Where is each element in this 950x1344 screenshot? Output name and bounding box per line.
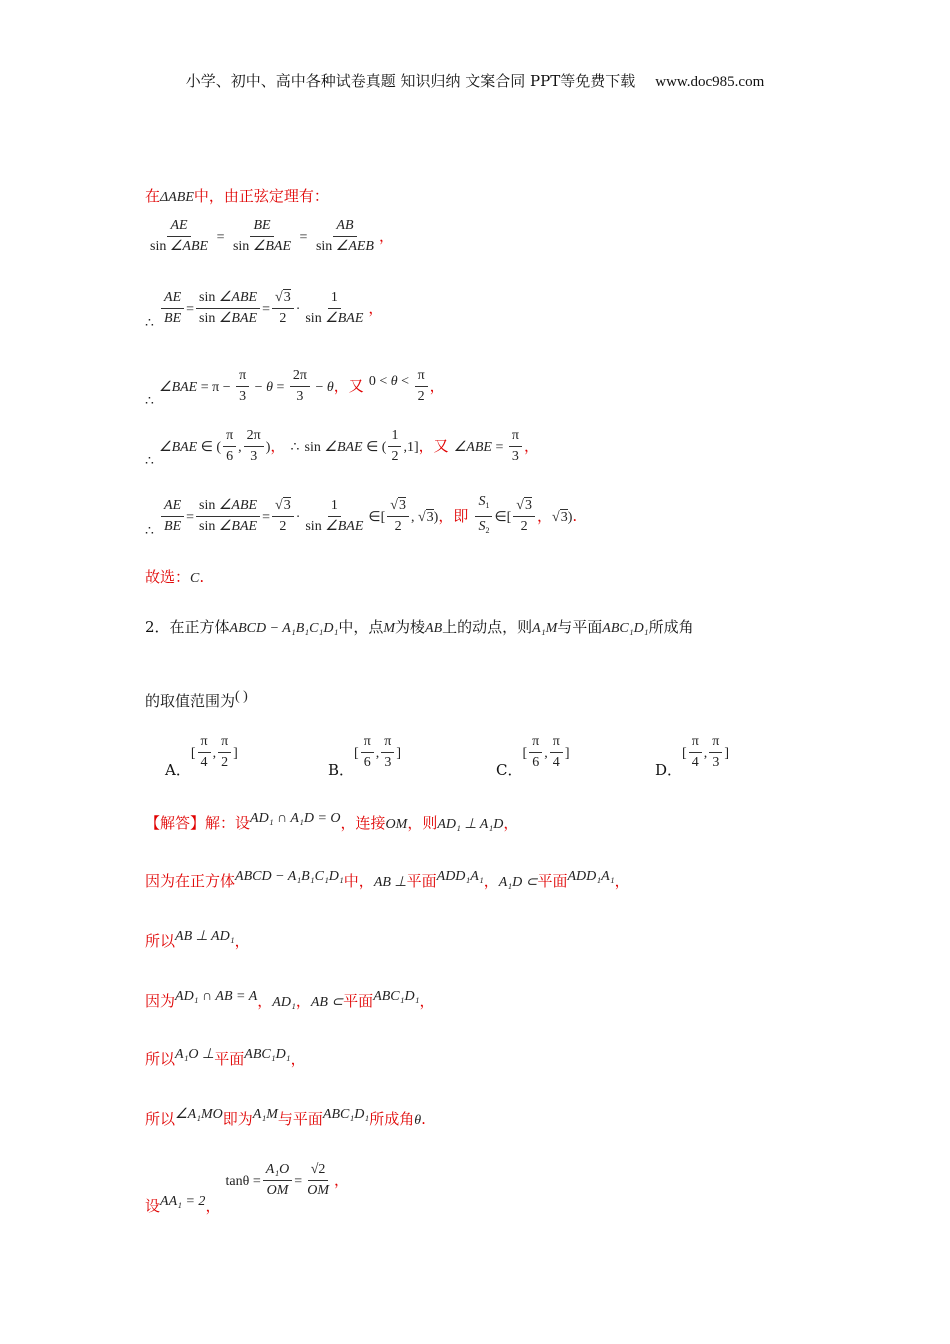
conclusion-line <box>145 566 204 587</box>
conclusion-answer: C <box>190 571 200 586</box>
intro-pre: 在 <box>145 187 161 205</box>
conclusion-pre: 故选： <box>145 568 191 586</box>
option-b[interactable]: B．[ $\frac{\pi}{6}$ , $\frac{\pi}{3}$ ] <box>328 734 402 779</box>
answer-line-2: 因为在正方体ABCD − A₁B₁C₁D₁中，AB ⊥平面ADD₁A₁，A₁D ⊂平面ADD₁A₁， <box>145 869 630 890</box>
intro-triangle: ΔABE <box>160 190 194 205</box>
formula-final-range: ∴ $\frac{AE}{BE}$ = $\frac{\text{sin ∠ABE}}{\text{sin ∠BAE}}$ = $\frac{√3}{2}$ · $\frac{1}{\text{sin ∠BAE}}$ ∈[ $\frac{√3}{2}$ , √3)，即 $\frac{S_1}{S_2}$ ∈[ $\frac{√3}{2}$ ，√3). <box>145 494 578 539</box>
ji-text: ，即 <box>438 507 469 525</box>
intro-post: 中，由正弦定理有： <box>193 187 329 205</box>
header-url: www.doc985.com <box>655 74 765 90</box>
option-c[interactable]: C．[ $\frac{\pi}{6}$ , $\frac{\pi}{4}$ ] <box>496 734 570 779</box>
answer-line-1: 【解答】解：设AD₁ ∩ A₁D = O，连接OM，则AD₁ ⊥ A₁D， <box>145 811 519 832</box>
question-2-line-2: 的取值范围为( ) <box>145 689 248 710</box>
comma: ， <box>368 299 384 317</box>
you-text: ，又 <box>333 377 364 395</box>
answer-line-7: 设AA₁ = 2， tanθ = $\frac{\text{A₁O}}{OM}$ = $\frac{√2}{OM}$ ， <box>145 1162 349 1215</box>
comma: ， <box>270 437 286 455</box>
answer-line-5: 所以A₁O ⊥平面ABC₁D₁， <box>145 1047 306 1068</box>
conclusion-period: . <box>199 568 205 586</box>
intro-line <box>145 185 329 206</box>
question-2-line-1: 2．在正方体ABCD − A₁B₁C₁D₁中，点M为棱AB上的动点，则A₁M与平面ABC₁D₁所成角 <box>145 618 694 636</box>
formula-angle-bae: ∴ ∠BAE = π − $\frac{\pi}{3}$ − θ = $\frac{2\pi}{3}$ − θ，又 0 < θ < $\frac{\pi}{2}$ ， <box>145 368 445 409</box>
option-a[interactable]: A．[ $\frac{\pi}{4}$ , $\frac{\pi}{2}$ ] <box>165 734 238 779</box>
comma: ， <box>379 227 395 245</box>
you-text: ，又 <box>418 437 449 455</box>
answer-line-3: 所以AB ⊥ AD₁， <box>145 929 250 950</box>
header-left-text: 小学、初中、高中各种试卷真题 知识归纳 文案合同 PPT等免费下载 <box>185 72 636 90</box>
formula-range-bae: ∴ ∠BAE ∈ ( $\frac{\pi}{6}$ , $\frac{2\pi}{3}$ )， ∴ sin ∠BAE ∈ ( $\frac{1}{2}$ ,1]，又 ∠ABE = $\frac{\pi}{3}$ ， <box>145 428 539 469</box>
option-d[interactable]: D．[ $\frac{\pi}{4}$ , $\frac{\pi}{3}$ ] <box>655 734 730 779</box>
formula-law-of-sines: $\frac{AE}{\text{sin ∠ABE}}$ = $\frac{BE}{\text{sin ∠BAE}}$ = $\frac{AB}{\text{sin ∠AEB}}$ ， <box>150 218 395 254</box>
page-header <box>0 70 950 91</box>
answer-line-6: 所以∠A₁MO即为A₁M与平面ABC₁D₁所成角θ. <box>145 1107 426 1128</box>
answer-line-4: 因为AD₁ ∩ AB = A，AD₁，AB ⊂平面ABC₁D₁， <box>145 989 435 1010</box>
formula-ratio: ∴ $\frac{AE}{BE}$ = $\frac{\text{sin ∠ABE}}{\text{sin ∠BAE}}$ = $\frac{√3}{2}$ · $\frac{1}{\text{sin ∠BAE}}$ ， <box>145 290 384 331</box>
